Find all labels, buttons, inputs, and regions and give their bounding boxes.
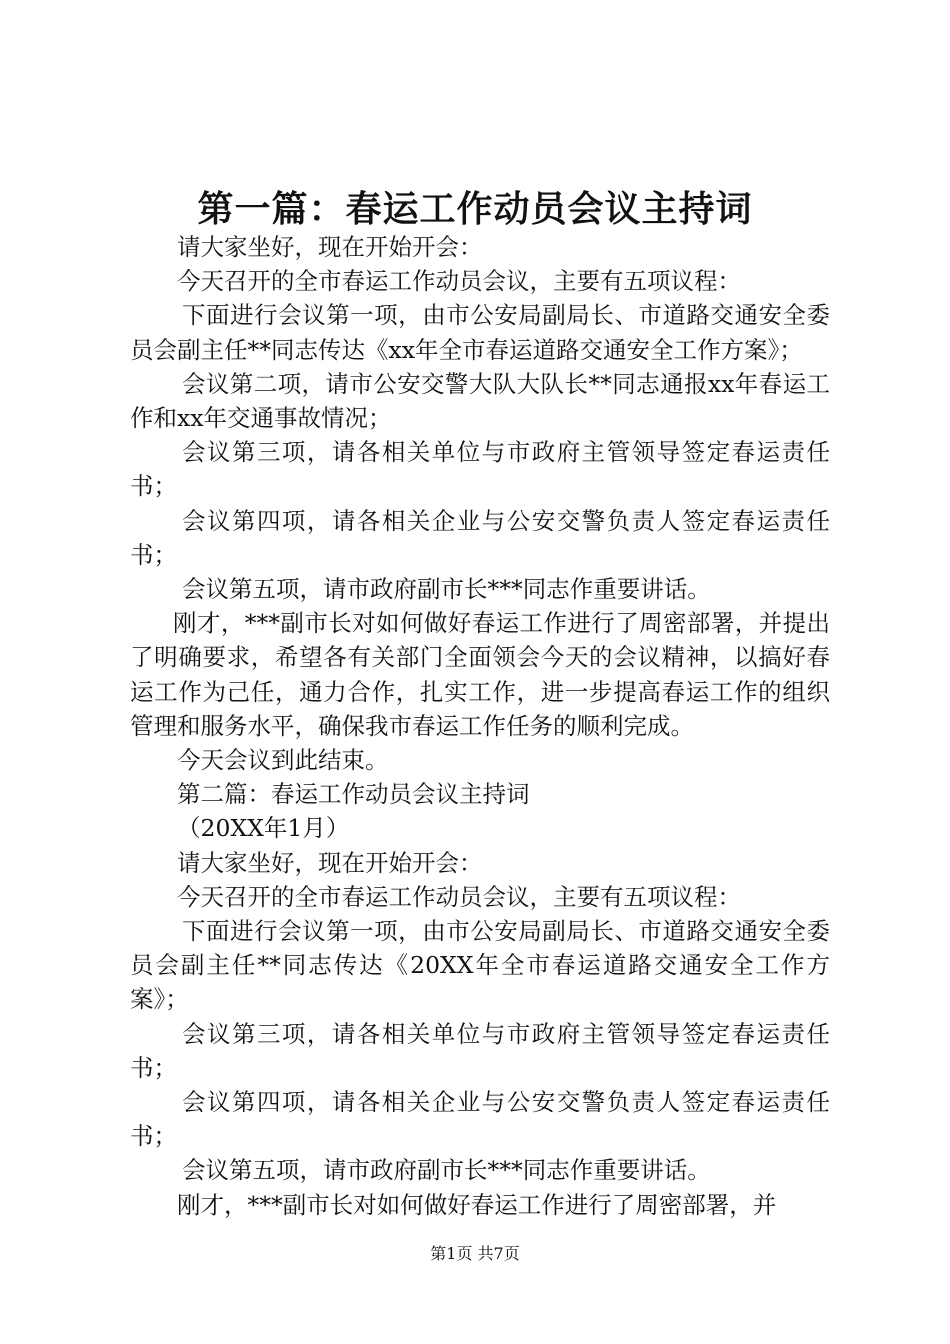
paragraph: 今天召开的全市春运工作动员会议，主要有五项议程：	[177, 267, 741, 296]
section-heading: 第二篇：春运工作动员会议主持词	[177, 780, 530, 809]
paragraph: 刚才，***副市长对如何做好春运工作进行了周密部署，并	[177, 1190, 777, 1219]
date-line: （20XX年1月）	[177, 814, 350, 843]
paragraph: 请大家坐好，现在开始开会：	[177, 848, 483, 877]
paragraph: 会议第三项，请各相关单位与市政府主管领导签定春运责任书；	[130, 1019, 830, 1082]
document-body	[130, 230, 830, 1222]
page-number: 第1页 共7页	[430, 1244, 520, 1263]
paragraph: 下面进行会议第一项，由市公安局副局长、市道路交通安全委员会副主任**同志传达《xx年全市春运道路交通安全工作方案》；	[130, 301, 830, 364]
paragraph: 会议第四项，请各相关企业与公安交警负责人签定春运责任书；	[130, 1088, 830, 1151]
paragraph: 请大家坐好，现在开始开会：	[177, 233, 483, 261]
paragraph: 会议第五项，请市政府副市长***同志作重要讲话。	[182, 1156, 711, 1185]
paragraph: 下面进行会议第一项，由市公安局副局长、市道路交通安全委员会副主任**同志传达《20XX年全市春运道路交通安全工作方案》；	[130, 917, 830, 1014]
paragraph: 今天会议到此结束。	[177, 746, 389, 775]
paragraph: 会议第二项，请市公安交警大队大队长**同志通报xx年春运工作和xx年交通事故情况；	[130, 369, 830, 433]
paragraph: 会议第四项，请各相关企业与公安交警负责人签定春运责任书；	[130, 506, 830, 569]
paragraph: 会议第五项，请市政府副市长***同志作重要讲话。	[182, 575, 711, 604]
paragraph: 刚才，***副市长对如何做好春运工作进行了周密部署，并提出了明确要求，希望各有关部门全面领会今天的会议精神，以搞好春运工作为己任，通力合作，扎实工作，进一步提高春运工作的组织管理和服务水平，确保我市春运工作任务的顺利完成。	[130, 609, 830, 740]
paragraph: 今天召开的全市春运工作动员会议，主要有五项议程：	[177, 882, 741, 911]
paragraph: 会议第三项，请各相关单位与市政府主管领导签定春运责任书；	[130, 438, 830, 501]
document-title: 第一篇：春运工作动员会议主持词	[197, 188, 753, 230]
